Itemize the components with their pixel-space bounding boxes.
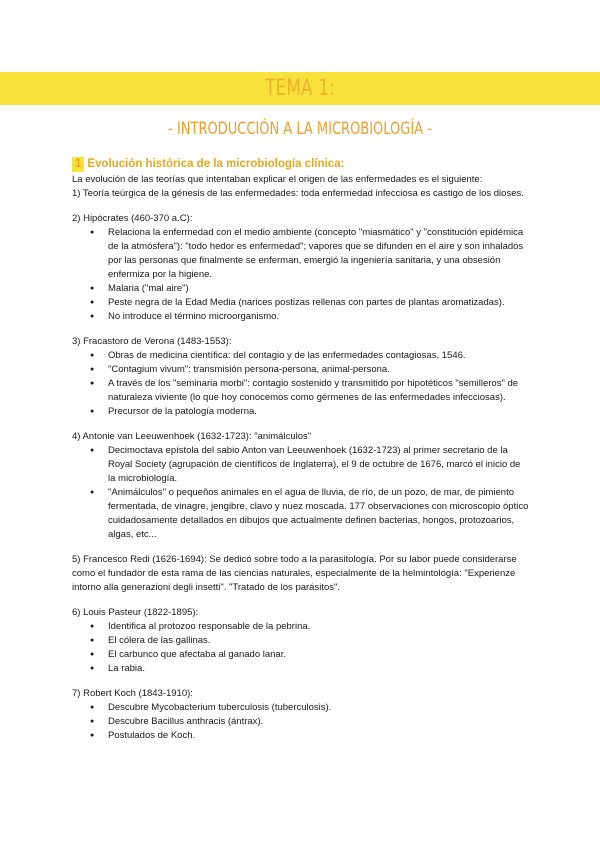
section-title: Evolución histórica de la microbiología clínica: xyxy=(87,158,345,170)
list-item: ● Relaciona la enfermedad con el medio ambiente (concepto "miasmático" y "constitución epidémica de la atmósfera"): "todo hedor es enfermedad"; vapores que se difunden en el aire y son inhalados por las personas que finalmente se enferman, emergió la ingeniería sanitaria, y una obsesión enfermiza por la higiene. xyxy=(108,226,530,282)
leeuwenhoek-list xyxy=(72,444,530,542)
pasteur-list xyxy=(72,620,530,676)
leeuwenhoek-title: 4) Antonie van Leeuwenhoek (1632-1723): "animálculos" xyxy=(72,431,312,442)
intro-paragraph: La evolución de las teorías que intentaban explicar el origen de las enfermedades es el siguiente: xyxy=(72,174,483,185)
list-item: ● Decimoctava epístola del sabio Anton van Leeuwenhoek (1632-1723) al primer secretario de la Royal Society (agrupación de científicos de Inglaterra), el 9 de octubre de 1676, marcó el inicio de la microbiología. xyxy=(108,444,530,486)
list-item: ● Identifica al protozoo responsable de la pebrina. xyxy=(108,620,530,634)
list-item: ● Precursor de la patología moderna. xyxy=(108,405,530,419)
list-item: ● Peste negra de la Edad Media (narices postizas rellenas con partes de plantas aromatizadas). xyxy=(108,296,530,310)
list-item: ● El carbunco que afectaba al ganado lanar. xyxy=(108,648,530,662)
pasteur-title: 6) Louis Pasteur (1822-1895): xyxy=(72,607,199,618)
list-item: ● Descubre Mycobacterium tuberculosis (tuberculosis). xyxy=(108,701,530,715)
list-item: ● "Animálculos" o pequeños animales en el agua de lluvia, de río, de un pozo, de mar, de pimiento fermentada, de vinagre, jengibre, clavo y nuez moscada. 177 observaciones con microscopio óptico cuidadosamente detallados en dibujos que actualmente definen bacterias, hongos, protozoarios, algas, etc... xyxy=(108,486,530,542)
page-title: TEMA 1: xyxy=(265,76,335,101)
list-item: ● Postulados de Koch. xyxy=(108,729,530,743)
koch-title: 7) Robert Koch (1843-1910): xyxy=(72,688,193,699)
list-item: ● "Contagium vivum": transmisión persona-persona, animal-persona. xyxy=(108,363,530,377)
list-item: ● El cólera de las gallinas. xyxy=(108,634,530,648)
hipocrates-title: 2) Hipócrates (460-370 a.C): xyxy=(72,213,193,224)
fracastoro-list xyxy=(72,349,530,419)
page-subtitle: - INTRODUCCIÓN A LA MICROBIOLOGÍA - xyxy=(168,119,432,139)
koch-list xyxy=(72,701,530,743)
hipocrates-list xyxy=(72,226,530,324)
document-body xyxy=(72,157,530,743)
list-item: ● Obras de medicina científica: del contagio y de las enfermedades contagiosas, 1546. xyxy=(108,349,530,363)
list-item: ● La rabia. xyxy=(108,662,530,676)
list-item: ● Malaria ("mal aire") xyxy=(108,282,530,296)
section-number: 1 xyxy=(72,157,84,172)
list-item: ● Descubre Bacillus anthracis (ántrax). xyxy=(108,715,530,729)
fracastoro-title: 3) Fracastoro de Verona (1483-1553): xyxy=(72,336,232,347)
section-heading xyxy=(72,157,530,172)
list-item: ● A través de los "seminaria morbi": contagio sostenido y transmitido por hipotéticos "semilleros" de naturaleza viviente (lo que hoy conocemos como gérmenes de las enfermedades infecciosas). xyxy=(108,377,530,405)
theory-teurgica: 1) Teoría teúrgica de la génesis de las enfermedades: toda enfermedad infecciosa es castigo de los dioses. xyxy=(72,188,524,199)
list-item: ● No introduce el término microorganismo. xyxy=(108,310,530,324)
redi-paragraph: 5) Francesco Redi (1626-1694): Se dedicó sobre todo a la parasitología. Por su labor puede considerarse como el fundador de esta rama de las ciencias naturales, especialmente de la helmintología: "Experienze intorno alla generazioni degli insetti". "Tratado de los parásitos". xyxy=(72,554,517,593)
